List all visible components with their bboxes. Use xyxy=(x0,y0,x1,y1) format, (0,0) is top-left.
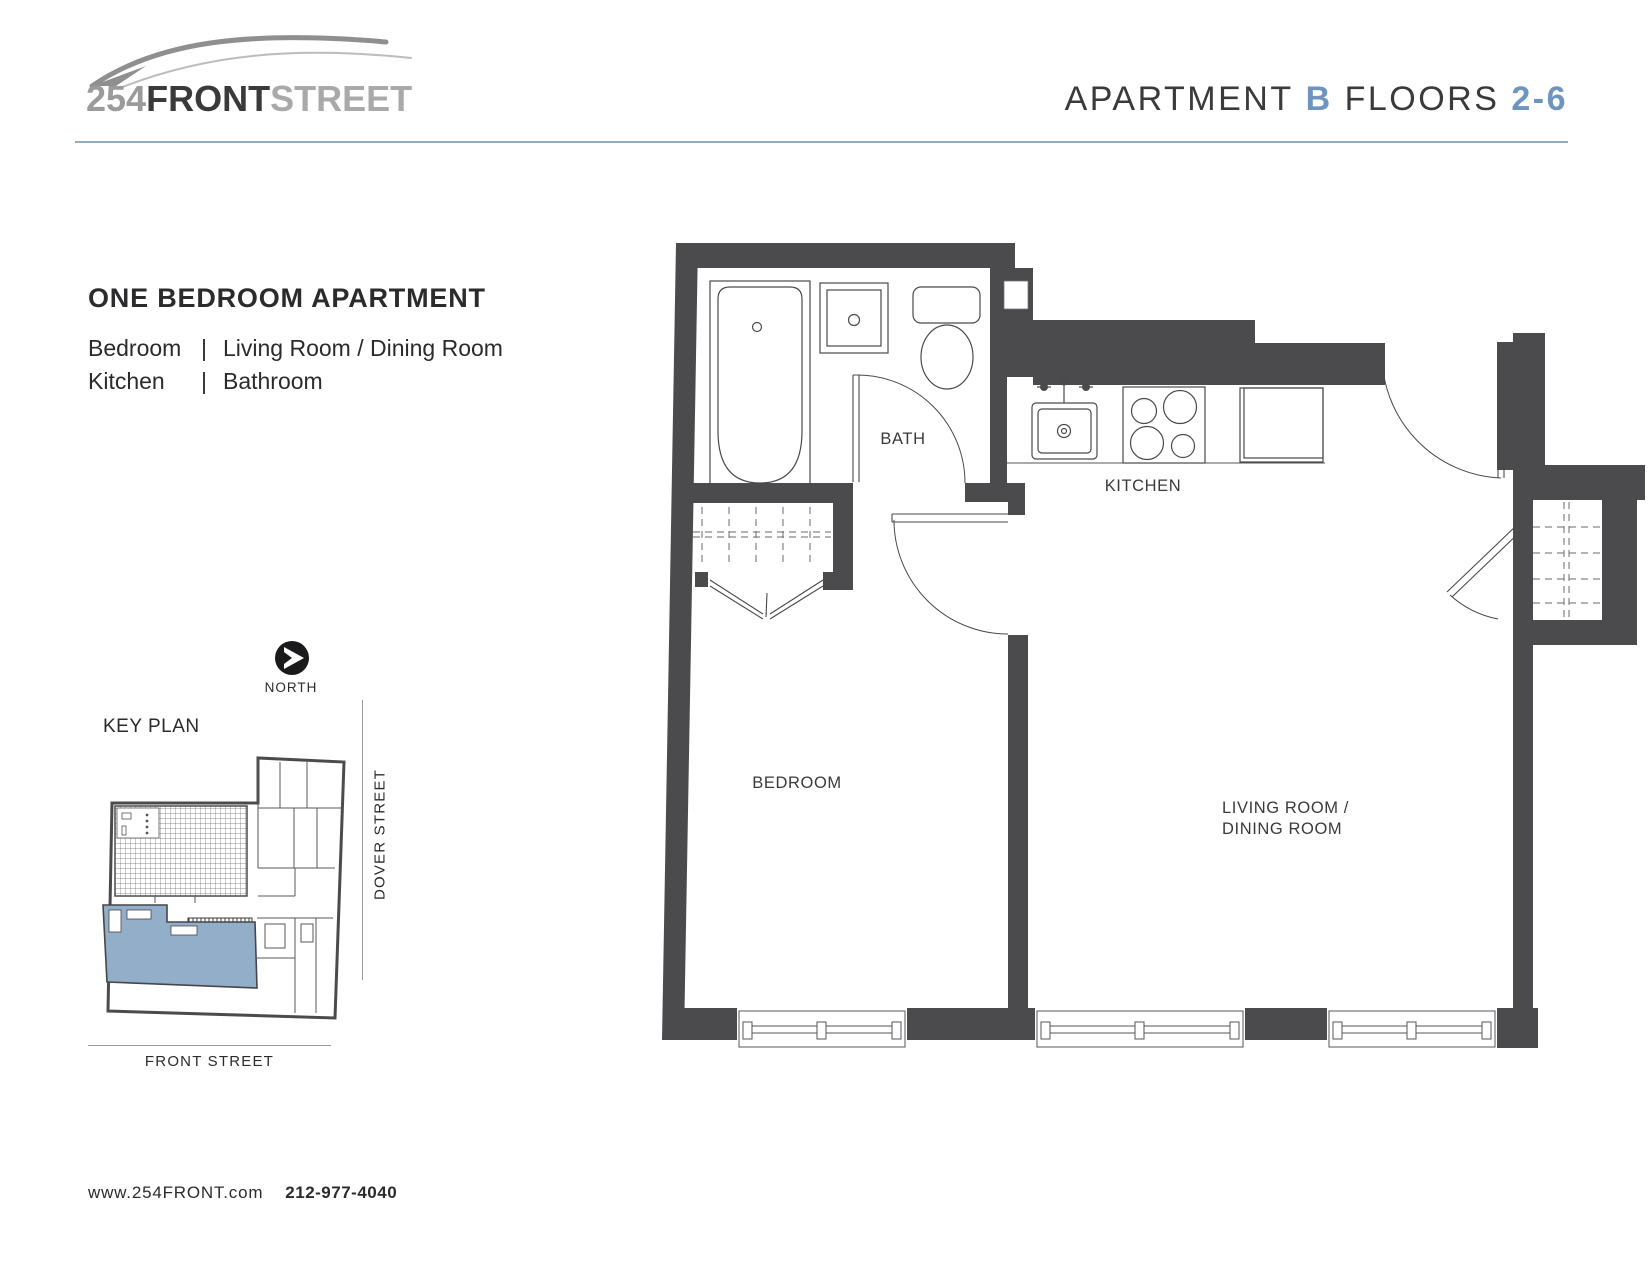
key-plan-title: KEY PLAN xyxy=(103,716,200,737)
room-kitchen-label: Kitchen xyxy=(88,368,165,394)
bathtub-icon xyxy=(710,281,810,489)
room-living-label: Living Room / Dining Room xyxy=(222,335,503,361)
kitchen-sink-icon xyxy=(1032,379,1097,459)
front-street-label: FRONT STREET xyxy=(144,1053,275,1070)
living-window-1 xyxy=(1037,1011,1243,1047)
title-floor-range: 2-6 xyxy=(1511,80,1568,118)
separator: | xyxy=(201,335,207,361)
windows xyxy=(739,1011,1495,1047)
room-bedroom-label: Bedroom xyxy=(88,335,182,361)
bedroom-closet-doors xyxy=(710,580,823,619)
kitchen-cabinet-icon xyxy=(1240,388,1323,462)
logo-number: 254 xyxy=(86,78,147,119)
logo-word1: FRONT xyxy=(146,78,271,119)
dover-street-line xyxy=(362,700,363,980)
living-room-label-line1: LIVING ROOM / xyxy=(1222,799,1349,817)
bathroom-sink-icon xyxy=(820,283,888,353)
bedroom-window xyxy=(739,1011,905,1047)
logo-word2: STREET xyxy=(270,78,413,119)
room-list-row1 xyxy=(88,332,503,365)
bedroom-closet-rails xyxy=(693,507,831,567)
wall-niche xyxy=(1004,281,1028,309)
key-plan-diagram xyxy=(95,748,350,1023)
title-apartment: APARTMENT xyxy=(1064,80,1294,118)
website: www.254FRONT.com xyxy=(88,1183,264,1202)
separator: | xyxy=(201,368,207,394)
bedroom-door xyxy=(892,514,1008,634)
apartment-type-heading: ONE BEDROOM APARTMENT xyxy=(88,283,486,313)
living-room-label-line2: DINING ROOM xyxy=(1222,820,1343,838)
room-list-row2 xyxy=(88,365,503,398)
north-arrow-icon xyxy=(272,638,312,678)
room-bathroom-label: Bathroom xyxy=(222,368,323,394)
bedroom-label: BEDROOM xyxy=(752,774,842,792)
living-window-2 xyxy=(1329,1011,1495,1047)
title-unit-letter: B xyxy=(1305,80,1333,118)
entry-door xyxy=(1382,350,1504,478)
dover-street-label: DOVER STREET xyxy=(371,768,389,901)
front-street-line xyxy=(88,1045,331,1046)
stove-icon xyxy=(1123,387,1205,463)
bath-label: BATH xyxy=(880,430,926,448)
title-floors-word: FLOORS xyxy=(1344,80,1500,118)
logo xyxy=(86,78,412,120)
north-label: NORTH xyxy=(264,680,318,695)
footer xyxy=(88,1183,397,1203)
kitchen-label: KITCHEN xyxy=(1104,477,1182,495)
sheet-title xyxy=(1065,80,1568,119)
toilet-icon xyxy=(913,287,980,389)
header-rule xyxy=(75,141,1568,143)
room-list xyxy=(88,332,503,398)
entry-closet-door xyxy=(1447,524,1523,619)
phone-number: 212-977-4040 xyxy=(285,1183,398,1202)
bath-door xyxy=(853,375,965,483)
apartment-floor-plan xyxy=(620,235,1650,1055)
entry-closet-rails xyxy=(1533,502,1600,618)
